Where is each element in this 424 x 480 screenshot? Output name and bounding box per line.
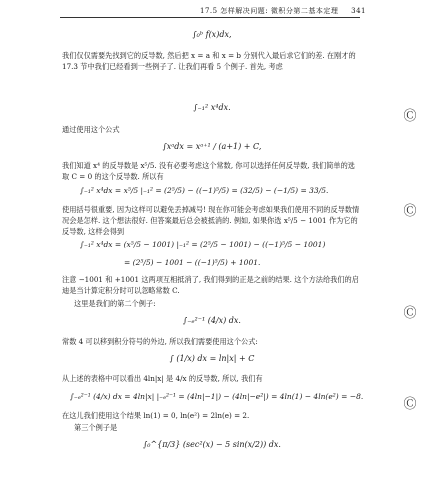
formula-1: ∫₋₁² x⁴dx. [193, 103, 231, 112]
margin-copyright-icon: Ⓒ [403, 204, 417, 219]
paragraph-6: 这里是我们的第二个例子: [74, 299, 156, 308]
header-page-number: 341 [351, 7, 367, 15]
running-header [200, 6, 380, 16]
formula-6: ∫ (1/x) dx = ln|x| + C [169, 354, 255, 363]
paragraph-8: 从上述的表格中可以看出 4ln|x| 是 4/x 的反导数, 所以, 我们有 [62, 374, 263, 383]
paragraph-9: 在这儿我们使用这个结果 ln(1) = 0, ln(e²) = 2ln(e) = 2. [62, 411, 250, 420]
margin-copyright-icon: Ⓒ [403, 306, 417, 321]
formula-5: ∫₋ₑ²⁻¹ (4/x) dx. [183, 316, 241, 325]
header-section-title: 17.5 怎样解决问题: 微积分第二基本定理 [200, 7, 339, 15]
formula-4a: ∫₋₁² x⁴dx = (x⁵/5 − 1001) |₋₁² = (2⁵/5 − 1001) − ((−1)⁵/5 − 1001) [80, 240, 326, 249]
formula-7: ∫₋ₑ²⁻¹ (4/x) dx = 4ln|x| |₋ₑ²⁻¹ = (4ln|−1|) − (4ln|−e²|) = 4ln(1) − 4ln(e²) = −8. [70, 392, 364, 401]
formula-3: ∫₋₁² x⁴dx = x⁵/5 |₋₁² = (2⁵/5) − ((−1)⁵/5) = (32/5) − (−1/5) = 33/5. [80, 186, 329, 195]
header-rule [60, 17, 360, 18]
formula-8: ∫₀^{π/3} (sec²(x) − 5 sin(x/2)) dx. [143, 440, 281, 449]
paragraph-3: 我们知道 x⁴ 的反导数是 x⁵/5. 没有必要考虑这个常数, 你可以选择任何反导数, 我们简单的选取 C = 0 的这个反导数. 所以有 [62, 161, 355, 181]
margin-copyright-icon: Ⓒ [403, 109, 417, 124]
paragraph-2: 通过使用这个公式 [62, 125, 120, 134]
paragraph-1: 我们仅仅需要先找到它的反导数, 然后把 x = a 和 x = b 分别代入最后求它们的差. 在刚才的 17.3 节中我们已经看到一些例子了. 让我们再看 5 个例子. 首先, 考虑 [62, 51, 356, 71]
paragraph-10: 第三个例子是 [74, 423, 118, 432]
paragraph-5: 注意 −1001 和 +1001 这两项互相抵消了, 我们得到的正是之前的结果. 这个方法给我们的启迪是当计算定积分时可以忽略常数 C. [62, 275, 359, 295]
formula-2: ∫xᵃdx = xᵃ⁺¹ / (a+1) + C, [162, 142, 262, 151]
paragraph-4: 使用括号很重要, 因为这样可以避免丢掉减号! 现在你可能会考虑如果我们使用不同的反导数情况会是怎样. 这个想法很好. 但答案最后总会被抵消的. 例如, 如果你选 x⁵/5 − 1001 作为它的反导数, 这样会得到 [62, 205, 360, 236]
margin-copyright-icon: Ⓒ [403, 397, 417, 412]
formula-4b: = (2⁵/5) − 1001 − ((−1)⁵/5) + 1001. [124, 258, 261, 267]
formula-top: ∫₀ᵇ f(x)dx, [192, 30, 232, 39]
paragraph-7: 常数 4 可以移到积分符号的外边, 所以我们需要使用这个公式: [62, 337, 258, 346]
